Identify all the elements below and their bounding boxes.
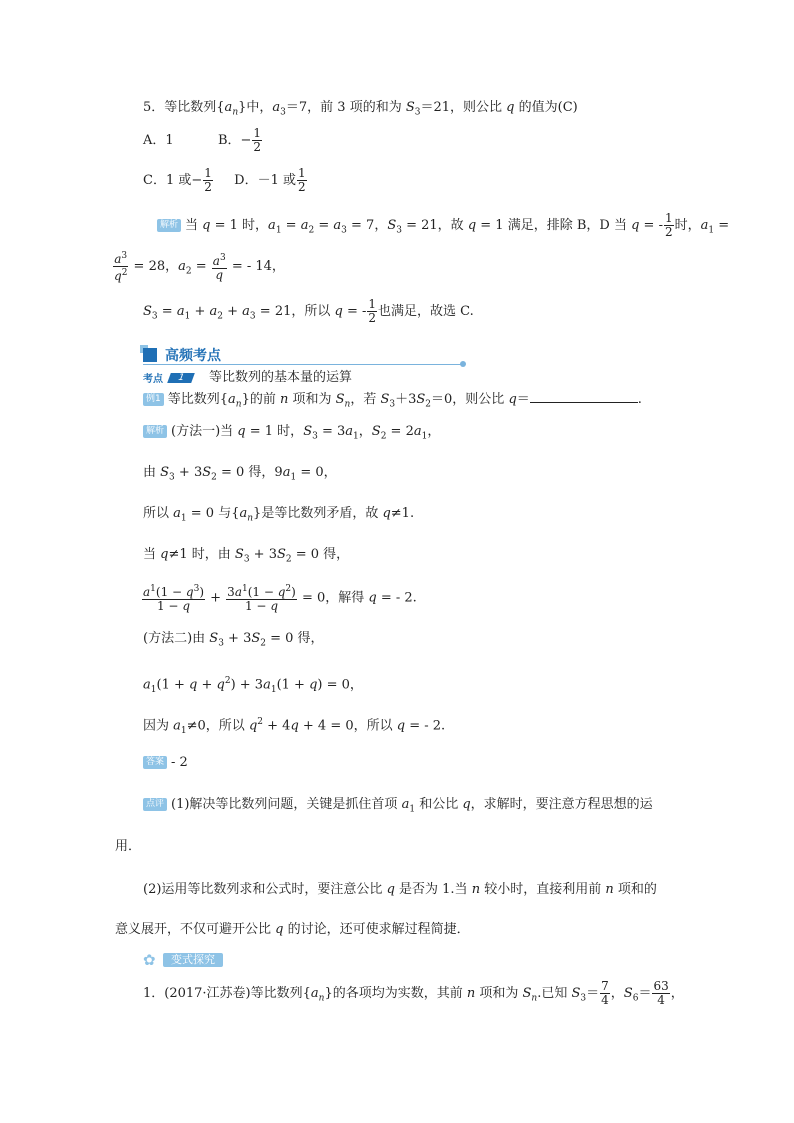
fraction-sum-3: $\frac{a^1(1 - q^3)}{1 - q}$ — [143, 584, 204, 613]
section-title: 高频考点 — [165, 348, 221, 364]
analysis-tag: 解析 — [157, 219, 181, 232]
key-point-label: 考点 1 — [143, 372, 199, 384]
variant-heading — [143, 952, 243, 968]
answer-tag: 答案 — [143, 756, 167, 769]
fraction-a3-over-q: $\frac{a^3}{q}$ — [212, 252, 226, 282]
option-b: B．− — [217, 133, 252, 148]
solution-line-2: 由 $S_3 + 3S_2 = 0$ 得，$9a_1 = 0$， — [143, 465, 337, 483]
solution-line-5: $\frac{a^1(1 - q^3)}{1 - q}$ + $\frac{3a^1(1 - q^2)}{1 - q}$ = 0，解得 q = - 2. — [143, 584, 417, 613]
key-point-title: 等比数列的基本量的运算 — [209, 370, 353, 385]
variant-question-1: 1．(2017·江苏卷)等比数列$\{a_n\}$的各项均为实数，其前 n 项和为 $S_n$.已知 $S_3=$ $\frac{7}{4}$ ，$S_6=$ $\frac{63}{4}$ ， — [143, 979, 684, 1007]
solution-method-2: (方法二)由 $S_3 + 3S_2 = 0$ 得， — [143, 631, 324, 649]
answer-value: - 2 — [171, 755, 188, 770]
solution-line-7: $a_1(1 + q + q^2) + 3a_1(1 + q) = 0$， — [143, 676, 363, 695]
comment-p1-cont: 用． — [115, 839, 142, 854]
example-tag: 例1 — [143, 393, 164, 406]
answer — [143, 755, 188, 771]
fraction-sum-2: $\frac{3a^1(1 - q^2)}{1 - q}$ — [227, 584, 296, 613]
q5-analysis-line1: 解析 当 q = 1 时，$a_1 = a_2 = a_3 = 7$，$S_3 = 21$，故 q = 1 满足，排除 B，D 当 q = - $\frac{1}{2}$ 时，$a_1$ = — [157, 212, 729, 239]
analysis-tag: 解析 — [143, 425, 167, 438]
fraction-sixty-three-fourths: $\frac{63}{4}$ — [653, 979, 669, 1007]
option-a: A．1 — [143, 133, 174, 148]
heading-square-icon — [143, 348, 157, 362]
heading-rule — [143, 364, 461, 365]
comment-p2: (2)运用等比数列求和公式时，要注意公比 q 是否为 1.当 n 较小时，直接利用前 n 项和的 — [143, 882, 657, 897]
solution-line-3: 所以 $a_1 = 0$ 与$\{a_n\}$是等比数列矛盾，故 q≠1. — [143, 506, 415, 524]
heading-dot — [460, 361, 466, 367]
key-point — [143, 370, 352, 386]
q5-stem: 5．等比数列$\{a_n\}$中，$a_3=7$，前 3 项的和为 $S_3=21$，则公比 q 的值为(C) — [143, 100, 578, 118]
q5-analysis-line3: $S_3 = a_1 + a_2 + a_3 = 21$，所以 q = - $\frac{1}{2}$ 也满足，故选 C. — [143, 297, 474, 325]
comment-tag: 点评 — [143, 798, 167, 811]
option-d: D．－1 或 — [234, 173, 296, 188]
solution-method-1: 解析 (方法一)当 q = 1 时，$S_3 = 3a_1$，$S_2 = 2a_1$， — [143, 424, 440, 445]
section-heading — [143, 345, 468, 365]
q5-options-ab — [143, 127, 263, 154]
q5-options-cd — [143, 167, 308, 194]
example-1: 例1 等比数列$\{a_n\}$的前 n 项和为 $S_n$，若 $S_3+3S_2=0$，则公比 q＝ . — [143, 390, 642, 413]
option-c: C．1 或− — [143, 173, 203, 188]
fraction-half: $\frac{1}{2}$ — [664, 211, 673, 239]
fraction-seven-fourths: $\frac{7}{4}$ — [601, 979, 609, 1007]
comment-p2-cont: 意义展开，不仅可避开公比 q 的讨论，还可使求解过程简捷． — [115, 922, 470, 937]
fraction-half: $\frac{1}{2}$ — [204, 166, 212, 194]
comment-p1: 点评 (1)解决等比数列问题，关键是抓住首项 $a_1$ 和公比 q，求解时，要注意方程思想的运 — [143, 797, 653, 818]
answer-blank — [530, 390, 638, 403]
solution-line-4: 当 q≠1 时，由 $S_3 + 3S_2 = 0$ 得， — [143, 547, 350, 565]
variant-label: 变式探究 — [163, 953, 223, 967]
flower-icon: ✿ — [143, 951, 156, 969]
q5-analysis-line2: $\frac{a^3}{q^2}$ = 28，$a_2$ = $\frac{a^3}{q}$ = - 14， — [114, 251, 285, 283]
fraction-half: $\frac{1}{2}$ — [298, 166, 306, 194]
solution-line-8: 因为 $a_1\ne 0$，所以 $q^2 + 4q + 4 = 0$，所以 q = - 2. — [143, 717, 446, 736]
fraction-half: $\frac{1}{2}$ — [368, 297, 377, 325]
fraction-half: $\frac{1}{2}$ — [253, 126, 262, 154]
fraction-a3-over-q2: $\frac{a^3}{q^2}$ — [114, 251, 128, 283]
